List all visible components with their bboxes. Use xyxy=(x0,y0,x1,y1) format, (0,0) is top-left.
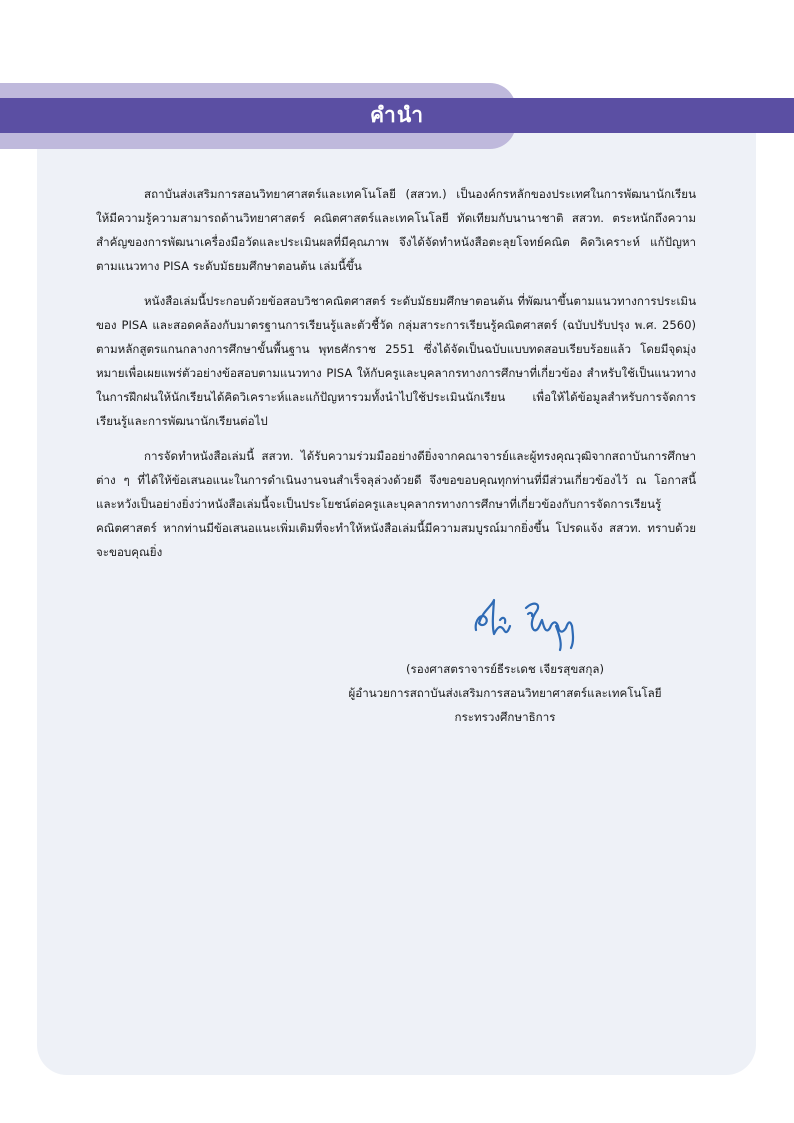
paragraph-2: หนังสือเล่มนี้ประกอบด้วยข้อสอบวิชาคณิตศาสตร์ ระดับมัธยมศึกษาตอนต้น ที่พัฒนาขึ้นตามแนวทางการประเมินของ PISA และสอดคล้องกับมาตรฐานการเรียนรู้และตัวชี้วัด กลุ่มสาระการเรียนรู้คณิตศาสตร์ (ฉบับปรับปรุง พ.ศ. 2560) ตามหลักสูตรแกนกลางการศึกษาขั้นพื้นฐาน พุทธศักราช 2551 ซึ่งได้จัดเป็นฉบับแบบทดสอบเรียบร้อยแล้ว โดยมีจุดมุ่งหมายเพื่อเผยแพร่ตัวอย่างข้อสอบตามแนวทาง PISA ให้กับครูและบุคลากรทางการศึกษาที่เกี่ยวข้อง สำหรับใช้เป็นแนวทางในการฝึกฝนให้นักเรียนได้คิดวิเคราะห์และแก้ปัญหารวมทั้งนำไปใช้ประเมินนักเรียน เพื่อให้ได้ข้อมูลสำหรับการจัดการเรียนรู้และการพัฒนานักเรียนต่อไป xyxy=(96,294,696,428)
preface-body xyxy=(96,182,696,575)
paragraph-3: การจัดทำหนังสือเล่มนี้ สสวท. ได้รับความร่วมมืออย่างดียิ่งจากคณาจารย์และผู้ทรงคุณวุฒิจากสถาบันการศึกษาต่าง ๆ ที่ได้ให้ข้อเสนอแนะในการดำเนินงานจนสำเร็จลุล่วงด้วยดี จึงขอขอบคุณทุกท่านที่มีส่วนเกี่ยวข้องไว้ ณ โอกาสนี้ และหวังเป็นอย่างยิ่งว่าหนังสือเล่มนี้จะเป็นประโยชน์ต่อครูและบุคลากรทางการศึกษาที่เกี่ยวข้องกับการจัดการเรียนรู้คณิตศาสตร์ หากท่านมีข้อเสนอแนะเพิ่มเติมที่จะทำให้หนังสือเล่มนี้มีความสมบูรณ์มากยิ่งขึ้น โปรดแจ้ง สสวท. ทราบด้วย จะขอบคุณยิ่ง xyxy=(96,449,696,559)
handwritten-signature xyxy=(470,590,594,652)
paragraph-1: สถาบันส่งเสริมการสอนวิทยาศาสตร์และเทคโนโลยี (สสวท.) เป็นองค์กรหลักของประเทศในการพัฒนานักเรียนให้มีความรู้ความสามารถด้านวิทยาศาสตร์ คณิตศาสตร์และเทคโนโลยี ทัดเทียมกับนานาชาติ สสวท. ตระหนักถึงความสำคัญของการพัฒนาเครื่องมือวัดและประเมินผลที่มีคุณภาพ จึงได้จัดทำหนังสือตะลุยโจทย์คณิต คิดวิเคราะห์ แก้ปัญหา ตามแนวทาง PISA ระดับมัธยมศึกษาตอนต้น เล่มนี้ขึ้น xyxy=(96,187,696,273)
signatory-name: (รองศาสตราจารย์ธีระเดช เจียรสุขสกุล) xyxy=(406,662,604,676)
signatory-position: ผู้อำนวยการสถาบันส่งเสริมการสอนวิทยาศาสตร์และเทคโนโลยี xyxy=(348,686,662,700)
signature-block xyxy=(300,657,710,729)
page-title: คำนำ xyxy=(370,103,424,127)
signatory-ministry: กระทรวงศึกษาธิการ xyxy=(454,710,556,724)
